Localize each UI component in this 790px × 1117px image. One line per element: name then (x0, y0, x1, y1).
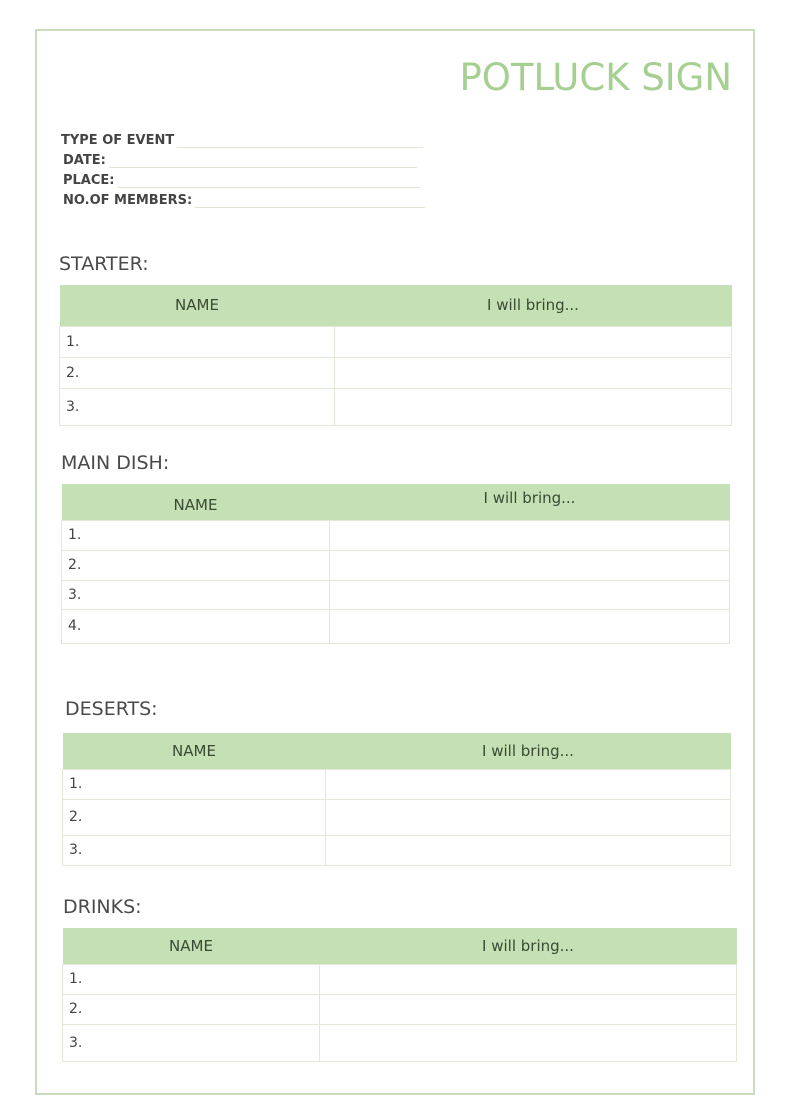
members-label: NO.OF MEMBERS: (63, 193, 193, 208)
table-row (63, 964, 737, 994)
bring-cell[interactable] (320, 1024, 737, 1061)
table-row (62, 580, 730, 609)
bring-cell[interactable] (326, 799, 731, 835)
bring-cell[interactable] (335, 388, 732, 425)
date-input-line[interactable] (109, 155, 417, 168)
table-header-row (60, 285, 732, 326)
page-title: POTLUCK SIGN (459, 56, 732, 99)
starter-heading: STARTER: (59, 253, 149, 275)
bring-cell[interactable] (320, 964, 737, 994)
table-row (63, 994, 737, 1024)
members-field[interactable] (63, 192, 425, 208)
table-row (62, 609, 730, 643)
place-label: PLACE: (63, 173, 115, 188)
name-cell[interactable]: 3. (62, 580, 330, 609)
bring-cell[interactable] (330, 520, 730, 550)
table-row (63, 1024, 737, 1061)
name-cell[interactable]: 4. (62, 609, 330, 643)
bring-column-header: I will bring... (335, 285, 732, 326)
bring-cell[interactable] (326, 835, 731, 865)
deserts-heading: DESERTS: (65, 698, 158, 720)
table-row (62, 520, 730, 550)
bring-cell[interactable] (326, 769, 731, 799)
name-column-header: NAME (63, 733, 326, 769)
bring-column-header: I will bring... (330, 484, 730, 520)
name-column-header: NAME (60, 285, 335, 326)
table-header-row (63, 928, 737, 964)
name-cell[interactable]: 3. (63, 835, 326, 865)
table-row (63, 835, 731, 865)
table-row (60, 357, 732, 388)
name-cell[interactable]: 1. (60, 326, 335, 357)
bring-column-header: I will bring... (326, 733, 731, 769)
name-column-header: NAME (62, 484, 330, 520)
name-cell[interactable]: 2. (63, 799, 326, 835)
type-of-event-input-line[interactable] (177, 135, 423, 148)
bring-cell[interactable] (330, 580, 730, 609)
table-row (63, 799, 731, 835)
name-cell[interactable]: 1. (63, 769, 326, 799)
name-cell[interactable]: 2. (63, 994, 320, 1024)
drinks-table (62, 928, 737, 1062)
table-row (63, 769, 731, 799)
type-of-event-label: TYPE OF EVENT (61, 133, 175, 148)
drinks-heading: DRINKS: (63, 896, 142, 918)
table-row (62, 550, 730, 580)
starter-table (59, 285, 732, 426)
name-cell[interactable]: 2. (62, 550, 330, 580)
place-field[interactable] (63, 172, 420, 188)
bring-cell[interactable] (330, 550, 730, 580)
table-row (60, 388, 732, 425)
name-column-header: NAME (63, 928, 320, 964)
main-dish-table (61, 484, 730, 644)
table-header-row (63, 733, 731, 769)
type-of-event-field[interactable] (61, 132, 423, 148)
name-cell[interactable]: 2. (60, 357, 335, 388)
bring-cell[interactable] (330, 609, 730, 643)
name-cell[interactable]: 1. (62, 520, 330, 550)
bring-cell[interactable] (335, 357, 732, 388)
bring-cell[interactable] (335, 326, 732, 357)
table-row (60, 326, 732, 357)
bring-cell[interactable] (320, 994, 737, 1024)
main-dish-heading: MAIN DISH: (61, 452, 170, 474)
members-input-line[interactable] (195, 195, 425, 208)
bring-column-header: I will bring... (320, 928, 737, 964)
place-input-line[interactable] (118, 175, 420, 188)
date-label: DATE: (63, 153, 106, 168)
deserts-table (62, 733, 731, 866)
date-field[interactable] (63, 152, 417, 168)
name-cell[interactable]: 3. (63, 1024, 320, 1061)
name-cell[interactable]: 3. (60, 388, 335, 425)
table-header-row (62, 484, 730, 520)
name-cell[interactable]: 1. (63, 964, 320, 994)
